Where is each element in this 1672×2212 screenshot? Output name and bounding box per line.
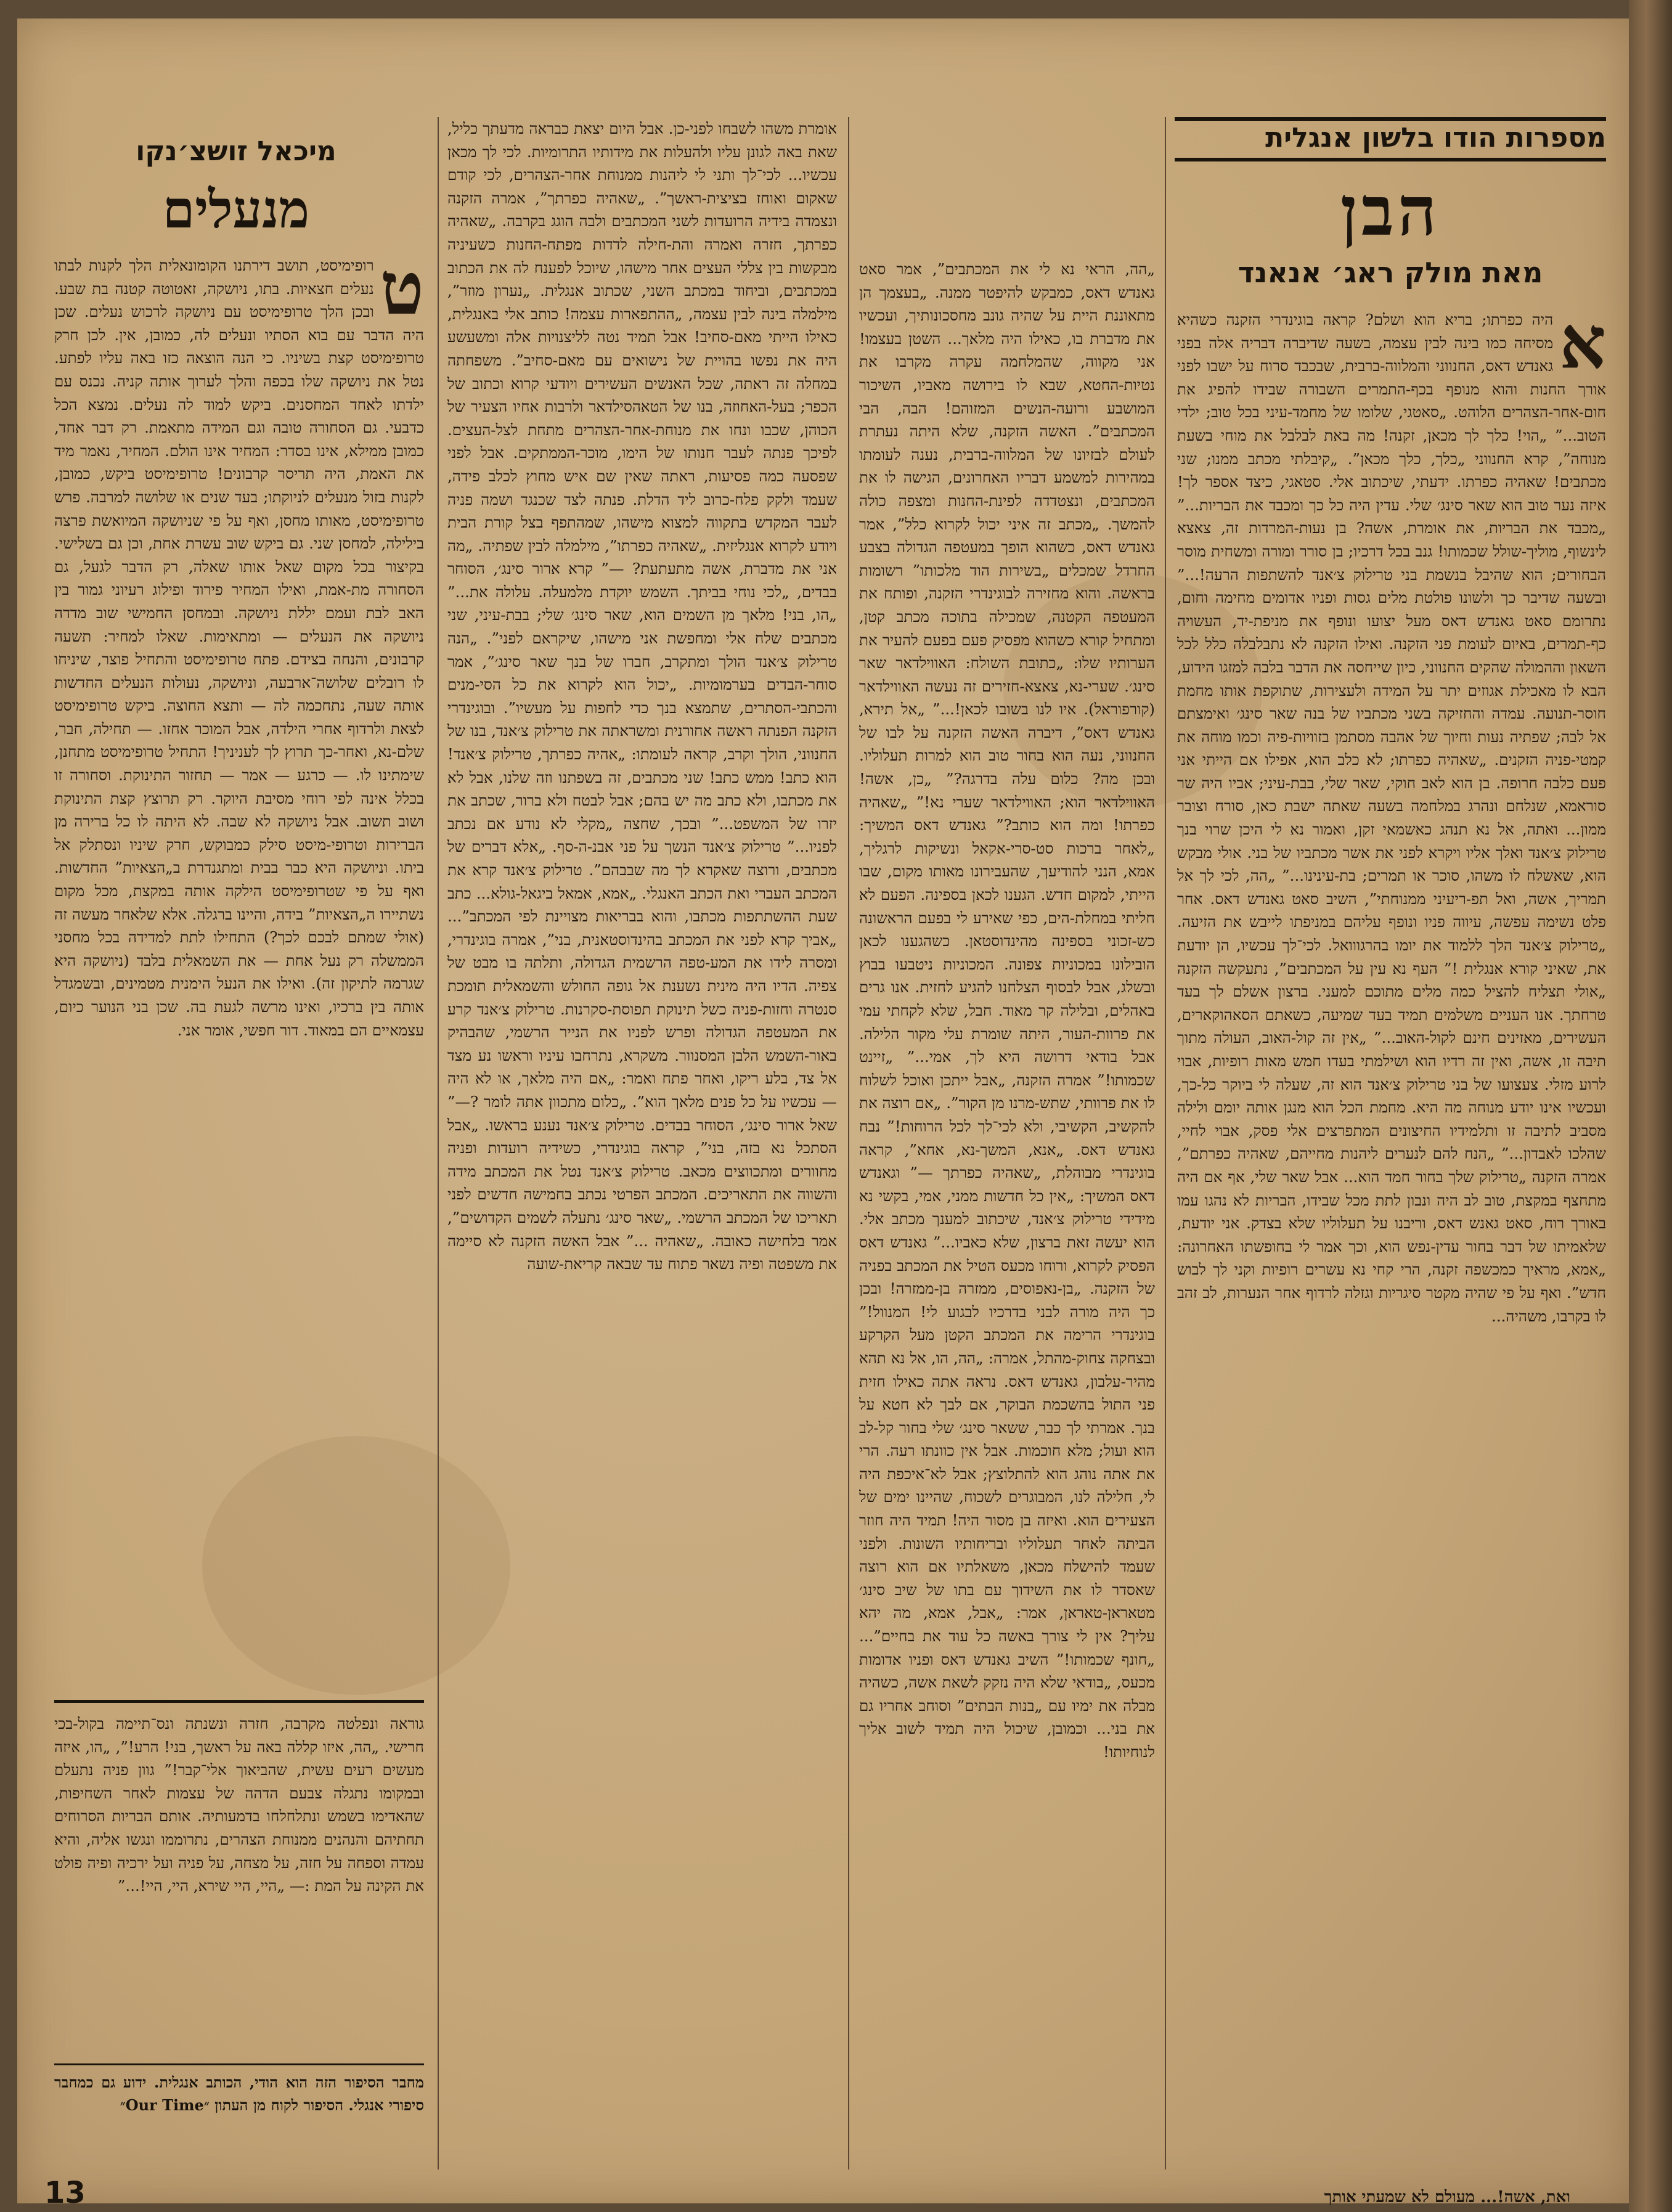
newspaper-page (17, 18, 1632, 2210)
drop-cap: ט (380, 254, 424, 331)
column-1-text: היה כפרתו; בריא הוא ושלם? קראה בוגינדרי הזקנה כשהיא מסיחה כמו בינה לבין עצמה, בשעה שדיברה דבריה אלה בפני גאנדש דאס, החנווני והמלווה-ברבית, שבכבד סרוח על ישבו לפני אורך החנות והוא מנופף בכף-התמרים השבורה שבידו להפיג את חום-אחר-הצהרים הלוהט. „סאטגי, שלומו של מחמד-עיני בכל טוב; ילדי הטוב...” „הוי! כלך לך מכאן, זקנה! מה באת לבלבל את מוחי בשעת מנוחה”, קרא החנווני „כלך, כלך מכאן”. „קיבלתי מכתב ממנו; שני מכתבים! שאהיה כפרתו. ידעתי, שיכתוב אלי. סטאגי, כיצד אספר לך! איזה נער טוב הוא שאר סינג׳ שלי. עדין היה כל כך ומכבד את הבריות...” „מכבד את הבריות, את אומרת, אשה? בן נעות-המרדות זה, צאצא לינשוף, מוליך-שולל שכמותו! גנב בכל דרכיו; בן סורר ומורה ומשחית מוסר הבחורים; הוא שהיבל בנשמת בני טרילוק צ׳אנד להשתפות הרעה!...” ובשעה שדיבר כך ולשונו פולטת מלים גסות ופניו אדומים מחימה וחום, נתרומם סאט גאנדש דאס מעל יצועו ונופף את מניפת-יד, העשויה כף-תמרים, באיום לעומת פני הזקנה. ואילו הזקנה לא נתבלבלה כלל לכל השאון וההמולה שהקים החנווני, כיון שייחסה את הדבר בלבה למזגו הידוע, הבא לו מאכילת אגוזים יתר על המידה ולעצירות, שתוקפת אותו מחמת חוסר-תנועה. עמדה והחזיקה בשני מכתביו של בנה שאר סינג׳ ואימצתם אל לבה; שפתיה נעות וחיוך של אהבה מסתמן בזוויות-פיה וכמו מוחה את קמטי-פניה הזקנים. „שאהיה כפרתו; לא כלב הוא, אפילו אם הייתי אני פעם כלבה חרופה. בן הוא לאב חוקי, שאר שלי, בבת-עיני; אביו היה שר סוראמא, שנלחם ונהרג במלחמה בשעה שאתה ישבת כאן, סורח וצובר ממון... ואתה, אל נא תנהג כאשמאי זקן, ואמור נא לי היכן שרוי בנך טרילוק צ׳אנד ואלך אליו ויקרא לפני את אשר מכתביו של בני. אולי מבקש הוא, שאשלח לו משהו, סוכר או תמרים; בת-עינינו...” „הה, לכי לך אל תמריך, אשה, ואל תפ-ריעיני ממנוחתי”, השיב סאט גאנדש דאס. אחר פלט נשימה עפשה, עיווה פניו ונופף עליהם במניפתו לייבש את הזיעה. „טרילוק צ׳אנד הלך ללמוד את יומו בהרגווואל. לכי־לך עכשיו, הן יודעת את, שאיני קורא אנגלית !” העף נא עין על המכתבים”, נתעקשה הזקנה „אולי תצליח להציל כמה מלים מתוכם למעני. ברצון אשלם לך בעד טרחתך. אנו העניים משלמים תמיד בעד שמיעה, כשאתם הסאהוקארים, העשירים, מאזינים חינם לקול-האוב...” „אין זה קול-האוב, העולה מתוך תיבה זו, אשה, ואין זה רדיו הוא ושילמתי בעדו חמש מאות רופיות, אבוי לרוע מזלי. צעצועו של בני טרילוק צ׳אנד הוא זה, שעלה לי ביוקר כל-כך, ועכשיו אינו יודע מנוחה מה היא. מחמת הכל הוא מנגן אותה יומם ולילה מסביב לתיבה זו ותלמידיו החיצונים המתפרצים אלי פסק, אבוי לחיי, שהלכו לאבדון...” „הנח להם לנערים ליהנות מחייהם, שאהיה כפרתם”, אמרה הזקנה „טרילוק שלך בחור חמד הוא... אבל שאר שלי, אף אם היה מתחצף במקצת, טוב לב היה ונבון לתת מכל שבידו, הבריות לא נהגו עמו באורך רוח, סאט גאנש דאס, וריבנו על תעלוליו שלא בצדק. אני יודעת, שלאמיתו של דבר בחור עדין-נפש הוא, וכך אמר לי בחופשתו האחרונה: „אמא, מראיך כמכשפה זקנה, הרי קחי נא עשרים רופיות וקני לך לבוש חדש”. ואף על פי שהיה מקטר סיגריות וגזלה לרדוף אחר הנערות, לב זהב לו בקרבו, משהיה... (1177, 311, 1606, 1325)
header-rule-top (1175, 117, 1606, 121)
story-title: הבן (1340, 171, 1441, 251)
second-story-author: מיכאל זושצ׳נקו (136, 136, 336, 167)
story-footnote: מחבר הסיפור הזה הוא הודי, הכותב אנגלית. ידוע גם כמחבר סיפורי אנגלי. הסיפור לקוח מן העתון ״Our Time״ (54, 2073, 424, 2114)
article-column-2 (859, 258, 1155, 2157)
article-column-3 (447, 117, 837, 2157)
column-rule (438, 117, 439, 2169)
column-3-text: אומרת משהו לשבחו לפני-כן. אבל היום יצאת כבראה מדעתך כליל, שאת באה לגונן עליו ולהעלות את מידותיו התרומיות. לכי לך מכאן עכשיו... לכי־לך ותני לי ליהנות ממנוחת אחר-הצהרים, לכי קודם שאקום ואוחז בציצית-ראשך”. „שאהיה כפרתך”, אמרה הזקנה ונצמדה בידיה הרועדות לשני המכתבים ולבה הוגג בקרבה. „שאהיה כפרתך, חזרה ואמרה והת-חילה לדדות מפתח-החנות כשעיניה מבקשות בין צללי העצים אחר מישהו, שיוכל לפענח לה את הכתוב במכתבים, וביחוד במכתב השני, שכתוב אנגלית. „נערון מוזר”, מילמלה בינה לבין עצמה, „ההתפארות עצמה! כותב אלי באנגלית, כאילו הייתי מאם-סחיב! אבל תמיד נטה לליצנויות אלה ומשעשע היה את נפשו בהויית של נישואים עם מאם-סחיב”. משפחתה במחלה זה ראתה, שכל האנשים העשירים ויודעי קרוא וכתוב של הכפר; בעל-האחוזה, בנו של הטאהסילדאר ולרבות אחיו הצעיר של הכוהן, שכבו ונחו את מנוחת-אחר-הצהרים מתחת לצל-העצים. לפיכך פנתה לעבר חנותו של הימו, מוכר-הממתקים. אבל לפני שפסעה כמה פסיעות, ראתה שאין שם איש מחוץ לכלב פידה, שעמד ולקק פלח-כרוב ליד הדלת. פנתה לצד שכנגד ושמה פניה לעבר המקדש בתקווה למצוא מישהו, שמהתפף בצל קורת הבית ויודע לקרוא אנגליזית. „שאהיה כפרתו”, מילמלה לבין שפתיה. „מה אני את מדברת, אשה מתעתעת? —” קרא ארור סינג׳, הסוחר בבדים, „לכי נוחי בביתך. השמש יוקדת מלמעלה. עלולה את...” „הו, בני! מלאך מן השמים הוא, שאר סינג׳ שלי; בבת-עיני, שני מכתבים שלח אלי ומחפשת אני מישהו, שיקראם לפני”. „הנה טרילוק צ׳אנד הולך ומתקרב, חברו של בנך שאר סינג׳”, אמר סוחר-הבדים בערמומיות. „יכול הוא לקרוא את כל הסי-מנים והכתבי-הסתרים, שתמצא בנך כדי לחפות על מעשיו”. ובוגינדרי הזקנה הפנתה ראשה אחורנית ומשראתה את טרילוק צ׳אנד, בנו של החנווני, הולך וקרב, קראה לעומתו: „אהיה כפרתך, טרילוק צ׳אנד! הוא כתב! ממש כתב! שני מכתבים, זה בשפתנו וזה שלנו, אבל לא את מכתבו, ולא כתב מה יש בהם; אבל לבטח ולא ברור, שכתב את יזרו של המשפט...” ובכך, שחצה „מקלי לא נודע אם נכתב לפניו...” טרילוק צ׳אנד הנשך על פני אבנ-ה-סף. „אלא דברים של מכתבים, ורוצה שאקרא לך מה שבבהם”. טרילוק צ׳אנד קרא את המכתב העברי ואת הכתב האנגלי. „אמא, אמאל ביגאל-גולא... כתב שעת ההשתתפות מכתבו, והוא בבריאות מצויינת לפי המכתב”... „אביך קרא לפני את המכתב בהינדוסטאנית, בני”, אמרה בוגינדרי, ומסרה לידו את המע-טפה הרשמית הגדולה, ותלתה בו מבט של צפיה. הדיו היה מינית נשענת אל גופה החולש והשמאלית תומכת סנטרה וחזות-פניה כשל תינוקת תפוסת-סקרנות. טרילוק צ׳אנד קרע את המעטפה הגדולה ופרש לפניו את הנייר הרשמי, שהבהיק באור-השמש הלבן המסנוור. משקרא, נתרחבו עיניו וראשו נע מצד אל צד, בלע ריקו, ואחר פתח ואמר: „אם היה מלאך, או לא היה — עכשיו על כל פנים מלאך הוא”. „כלום מתכוון אתה לומר ?—” שאל ארור סינג׳, הסוחר בבדים. טרילוק צ׳אנד נענע בראשו. „אבל הסתכל נא בזה, בני”, קראה בוגינדרי, כשידיה רועדות ופניה מחוורים ומתכווצים מכאב. טרילוק צ׳אנד נטל את המכתב מידה והשווה את התאריכים. המכתב הפרטי נכתב בחמישה חדשים לפני תאריכו של המכתב הרשמי. „שאר סינג׳ נתעלה לשמים הקדושים”, אמר בלחישה כאובה. „שאהיה ...” אבל האשה הזקנה לא סיימה את משפטה ופיה נשאר פתוח עד שבאה קריאת-שועה (447, 120, 837, 1273)
column-rule (848, 117, 849, 2169)
bottom-line-text: ואת, אשה!... מעולם לא שמעתי אותך (1324, 2188, 1570, 2206)
drop-cap: א (1559, 308, 1606, 385)
column-rule (1165, 117, 1166, 2169)
page-number: 13 (44, 2176, 86, 2210)
second-story-title: מנעלים (162, 179, 310, 240)
note-separator (54, 2063, 424, 2065)
column-4-bottom-text: גוראה ונפלטה מקרבה, חזרה ונשנתה ונס־תיימה בקול-בכי חרישי. „הה, איזו קללה באה על ראשך, בני! הרע!”, „הו, איזה מעשים רעים עשית, שהביאוך אלי־קבר!” גוון פניה נתעלם ובמקומו נתגלה צבעם הדהה של עצמות לאחר השחיפות, שהאדימו בשמש ונתלחלחו בדמעותיה. אותם הבריות הסרוחים תחתיהם והנהנים ממנוחת הצהרים, נתרוממו ונגשו אליה, והיא עמדה וספחה על חזה, על מצחה, על פניה ועל ירכיה ופיה פולט את הקינה על המת :— „היי, היי שירא, היי, היי!...” (54, 1715, 424, 1895)
binding-edge (1629, 0, 1672, 2212)
article-column-1 (1177, 308, 1606, 2157)
story-separator (54, 1700, 424, 1703)
story-byline: מאת מולק ראג׳ אנאנד (1238, 256, 1543, 289)
article-column-4 (54, 254, 424, 1697)
section-title: מספרות הודו בלשון אנגלית (1265, 122, 1606, 153)
column-4-text: רופימיסט, תושב דירתנו הקומונאלית הלך לקנות לבתו נעלים חצאיות. בתו, ניושקה, זאטוטה קטנה בת שבע. ובכן הלך טרופימיסט עם ניושקה לרכוש נעלים. שכן היה הדבר עם בוא הסתיו ונעלים לה, כמובן, אין. לכן חרק טרופימיסט קצת בשיניו. כי הנה הוצאה כזו באה עליו לפתע. נטל את ניושקה שלו בכפה והלך לערוך אותה קניה. נכנס עם ילדתו לאחד המחסנים. ביקש למוד לה נעלים. נמצא הכל כדבעי. גם הסחורה טובה וגם המידה מתאמת. רק דבר אחד, כמובן ממילא, אינו בסדר: המחיר אינו הולם. המחיר, נאמר מיד את האמת, היה תריסר קרבונים! טרופימיסט ביקש, כמובן, לקנות בזול מנעלים לניוקתו; בעד שנים או שלושה למרבה. פרש טרופימיסט, מאותו מחסן, ואף על פי שניושקה המיואשת פרצה בילילה, למחסן שני. גם ביקש שוב עשרת אחת, וכן גם בשלישי. בקיצור בכל מקום שאל אותו שאלה, רק הדבר לגעל, גם הסחורה מת-אמת, ואילו המחיר פירוד ופילוג רעיוני גמור בין האב לבת ועמם יללת ניושקה. ובמחסן החמישי שוב מדדה ניושקה את הנעלים — ומתאימות. שאלו למחיר: תשעה קרבונים, והנחה בצידם. פתח טרופימיסט והתחיל פוצר, שיניחו לו רובלים שלושה־ארבעה, וניושקה, נעולות הנעלים החדשות אותה שעה, נתחכמה לה — ותצא החוצה. ביקש טרופימיסט לצאת ולרדוף אחרי הילדה, אבל המוכר אחזו. — תחילה, חבר, שלם-נא, ואחר-כך תרוץ לך לעניניך! התחיל טרופימיסט מתחנן, שימתינו לו. — כרגע — אמר — תחזור התינוקת. וסחורה זו בכלל אינה לפי רוחי מסיבת היוקר. רק תרוצץ קצת התינוקת ושוב תשוב. אבל ניושקה לא שבה. לא היתה לו כל ברירה מן הברירות וטרופי-מיסט סילק כמבוקש, חרק שיניו ונסתלק אל ביתו. וניושקה היא כבר בבית ומתגנדרת ב„הצאיות” החדשות. ואף על פי שטרופימיסט הילקה אותה במקצת, מכל מקום נשתיירו ה„הצאיות” בידה, והיינו ברגלה. אלא שלאחר מעשה זה (אולי שמתם לבכם לכך?) התחילו לתת למדידה בכל מחסני הממשלה רק נעל אחת — את השמאלית בלבד (ניושקה היא שגרמה לתיקון זה). ואילו את הנעל הימנית מטמינים, ובשמגדל אותה בין ברכיו, ואינו מרשה לגעת בה. שכן בני הנוער כיום, עצמאיים הם במאוד. דור חפשי, אומר אני. (54, 256, 424, 1039)
header-rule-bottom (1175, 158, 1606, 161)
column-2-text: „הה, הראי נא לי את המכתבים”, אמר סאט גאנדש דאס, כמבקש להיפטר ממנה. „בעצמך הן מתאוננת היית על שהיה גונב מחסכונותיך, ועכשיו את מדברת בו, כאילו היה מלאך... השטן בעצמו! אני מקווה, שהמלחמה עקרה מקרבו את נטיות-החטא, שבא לו בירושה מאביו, השיכור המושבע ורועה-הנשים המזוהם! הבה, הבי המכתבים”. האשה הזקנה, שלא היתה נעתרת לעולם לבזיונו של המלווה-ברבית, נענה לעומתו במהירות למשמע דבריו האחרונים, הגישה לו את המכתבים, ונצטדדה לפינת-החנות ומצפה כולה להמשך. „מכתב זה איני יכול לקרוא כלל”, אמר גאנדש דאס, כשהוא הופך במעטפה הגדולה בצבע החרדל שמכלים „בשירות הוד מלכותו” רשומות בראשה. והוא מחזירה לבוגינדרי הזקנה, ופותח את המעטפה הקטנה, שמכילה בתוכה מכתב קטן, ומתחיל קורא כשהוא מפסיק פעם בפעם להעיר את הערותיו שלו: „כתובת השולח: האווילדאר שאר סינג׳. שערי-נא, צאצא-חזירים זה נעשה האווילדאר (קורפוראל). איו לנו בשובו לכאן!...” „אל תירא, גאנדש דאס”, דיברה האשה הזקנה על לבו של החנווני, נעה הוא בחור טוב הוא למרות תעלוליו. ובכן מה? כלום עלה בדרגה?” „כן, אשה! האווילדאר הוא; האווילדאר שערי נא!” „שאהיה כפרתו! ומה הוא כותב?” גאנדש דאס המשיך: „לאחר ברכות סט-סרי-אקאל ונשיקות לרגליך, אמא, הנני להודיעך, שהעבירונו מאותו מקום, שבו הייתי, למקום חדש. הגענו לכאן בספינה. הפעם לא חליתי במחלת-הים, כפי שאירע לי בפעם הראשונה כש-זכוני בספינה מהינדוסטאן. כשהגענו לכאן הובילונו במכוניות צפונה. המכוניות ניטבעו בבוץ ובשלג, אבל לבסוף הצלחנו להגיע לחזית. אנו גרים באהלים, ובלילה קר מאוד. חבל, שלא לקחתי עמי את פרוות-העור, היתה שומרת עלי מקור הלילה. אבל בודאי דרושה היא לך, אמי...” „זיינט שכמותו!” אמרה הזקנה, „אבל ייתכן ואוכל לשלוח לו את פרוותי, שתש-מרנו מן הקור”. „אם רוצה את להקשיב, הקשיבי, ולא לכי־לך לכל הרוחות!” נבח גאנדש דאס. „אנא, המשך-נא, אחא”, קראה בוגינדרי מבוהלת, „שאהיה כפרתך —” וגאנדש דאס המשיך: „אין כל חדשות ממני, אמי, בקשי נא מידידי טרילוק צ׳אנד, שיכתוב למענך מכתב אלי. הוא יעשה זאת ברצון, שלא כאביו...” גאנדש דאס הפסיק לקרוא, ורוחו מכעס הטיל את המכתב בפניה של הזקנה. „בן-נאפוסים, ממזרה בן-ממזרה! ובכן כך היה מורה לבני בדרכיו לבגוע לי! המנוול!” בוגינדרי הרימה את המכתב הקטן מעל הקרקע ובצחקה צחוק-מהתל, אמרה: „הה, הו, אל נא תהא מהיר-עלבון, גאנדש דאס. נראה אתה כאילו חזית פני התול בהשכמת הבוקר, אם לבך לא חטא על בנך. אמרתי לך כבר, ששאר סינג׳ שלי בחור קל-לב הוא ועול; מלא חוכמות. אבל אין כוונתו רעה. הרי את אתה נוהג הוא להתלוצץ; אבל לא־איכפת היה לי, חלילה לנו, המבוגרים לשכוח, שהיינו ימים של הצעירים הוא. ואיזה בן מסור היה! תמיד היה חוזר הביתה לאחר תעלוליו ובריחותיו השונות. ולפני שעמד להישלח מכאן, משאלתיו אם הוא רוצה שאסדר לו את השידוך עם בתו של שיב סינג׳ מטאראן-טאראן, אמר: „אבל, אמא, מה יהא עליך? אין לי צורך באשה כל עוד את בחיים”... „חונף שכמותו!” השיב גאנדש דאס ופניו אדומות מכעס, „בודאי שלא היה נזקק לשאת אשה, כשהיה מבלה את ימיו עם „בנות הבתים” וסוחב אחריו גם את בני... וכמובן, שיכול היה תמיד לשוב אליך לנוחיותו! (859, 260, 1155, 1761)
article-column-4-continuation (54, 1712, 424, 2057)
